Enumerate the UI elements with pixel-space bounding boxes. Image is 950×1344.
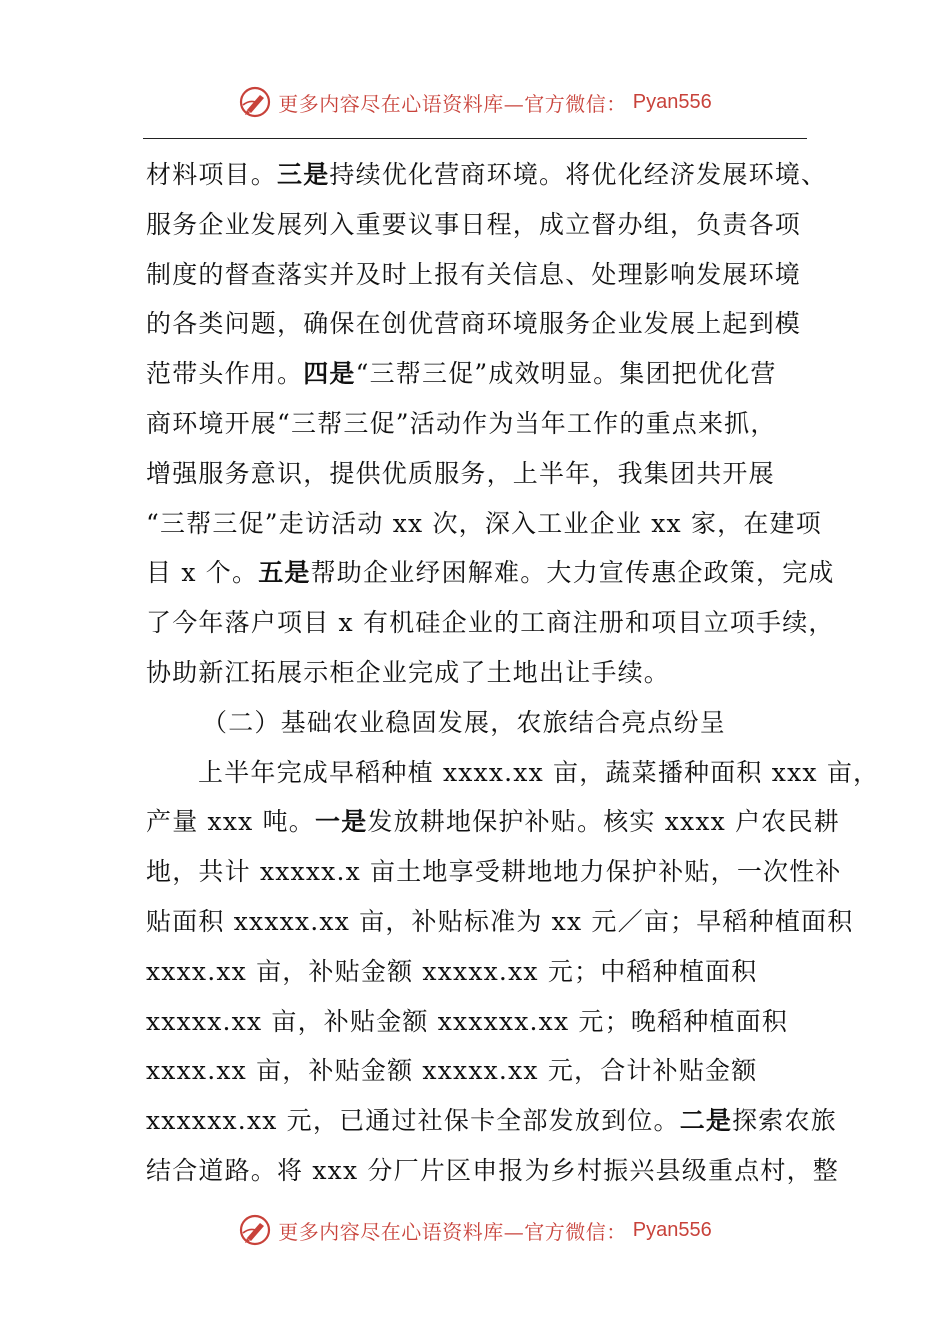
text-run: 产量 xxx 吨。 xyxy=(146,807,315,837)
footer-watermark xyxy=(0,1210,950,1250)
text-run: 持续优化营商环境。将优化经济发展环境、 xyxy=(329,160,828,189)
text-line xyxy=(146,499,822,549)
text-run: 结合道路。将 xxx 分厂片区申报为乡村振兴县级重点村，整 xyxy=(146,1155,839,1185)
section-heading xyxy=(146,698,814,748)
bold-lead: 五是 xyxy=(258,558,311,588)
text-run: 帮助企业纾困解难。大力宣传惠企政策，完成 xyxy=(310,558,835,588)
header-watermark xyxy=(0,82,950,122)
bold-lead: 三是 xyxy=(277,160,330,189)
text-run: “三帮三促”走访活动 xx 次，深入工业企业 xx 家，在建项 xyxy=(146,508,822,538)
watermark-wechat-id: Pyan556 xyxy=(632,90,712,113)
text-line xyxy=(146,349,814,399)
bold-lead: 四是 xyxy=(303,359,356,389)
text-line xyxy=(146,548,835,598)
text-run: 增强服务意识，提供优质服务，上半年，我集团共开展 xyxy=(146,458,775,488)
text-line xyxy=(146,797,840,847)
watermark-text: 更多内容尽在心语资料库—官方微信： xyxy=(278,1219,627,1244)
text-run: 的各类问题，确保在创优营商环境服务企业发展上起到模 xyxy=(146,309,802,339)
text-run: xxxx.xx 亩，补贴金额 xxxxx.xx 元；中稻种植面积 xyxy=(146,956,758,986)
text-line xyxy=(146,399,814,449)
text-line xyxy=(146,847,842,897)
text-line xyxy=(146,748,880,798)
text-line xyxy=(146,1096,837,1146)
text-run: 上半年完成早稻种植 xxxx.xx 亩，蔬菜播种面积 xxx 亩， xyxy=(198,757,880,787)
text-run: （二）基础农业稳固发展，农旅结合亮点纷呈 xyxy=(202,707,727,737)
text-line xyxy=(146,449,814,499)
text-line xyxy=(146,1146,839,1196)
text-run: 协助新江拓展示柜企业完成了土地出让手续。 xyxy=(146,657,671,687)
text-run: 目 x 个。 xyxy=(146,558,259,588)
text-run: 服务企业发展列入重要议事日程，成立督办组，负责各项 xyxy=(146,209,802,239)
text-run: 材料项目。 xyxy=(146,160,278,189)
pen-logo-icon xyxy=(238,1213,272,1247)
text-run: 发放耕地保护补贴。核实 xxxx 户农民耕 xyxy=(367,807,840,837)
text-run: “三帮三促”成效明显。集团把优化营 xyxy=(355,359,777,389)
document-body xyxy=(146,150,880,1196)
text-run: 地，共计 xxxxx.x 亩土地享受耕地地力保护补贴，一次性补 xyxy=(146,857,842,887)
text-run: 商环境开展“三帮三促”活动作为当年工作的重点来抓， xyxy=(146,408,777,438)
bold-lead: 二是 xyxy=(679,1106,733,1136)
bold-lead: 一是 xyxy=(315,807,368,837)
text-line xyxy=(146,997,814,1047)
watermark-text: 更多内容尽在心语资料库—官方微信： xyxy=(278,91,627,116)
text-line xyxy=(146,1046,814,1096)
text-line xyxy=(146,648,814,698)
text-run: xxxxx.xx 亩，补贴金额 xxxxxx.xx 元；晚稻种植面积 xyxy=(146,1006,789,1036)
text-line xyxy=(146,947,814,997)
text-run: 贴面积 xxxxx.xx 亩，补贴标准为 xx 元／亩；早稻种植面积 xyxy=(146,906,854,936)
text-run: 范带头作用。 xyxy=(146,359,304,389)
text-line xyxy=(146,897,854,947)
text-run: 制度的督查落实并及时上报有关信息、处理影响发展环境 xyxy=(146,259,802,289)
text-line xyxy=(146,200,814,250)
text-run: 了今年落户项目 x 有机硅企业的工商注册和项目立项手续， xyxy=(146,608,835,638)
text-run: xxxxxx.xx 元，已通过社保卡全部发放到位。 xyxy=(146,1106,680,1136)
header-divider xyxy=(143,138,807,139)
text-line xyxy=(146,299,814,349)
watermark-wechat-id: Pyan556 xyxy=(632,1218,712,1241)
pen-logo-icon xyxy=(238,85,272,119)
text-run: xxxx.xx 亩，补贴金额 xxxxx.xx 元，合计补贴金额 xyxy=(146,1056,758,1086)
text-line xyxy=(146,150,828,200)
text-line xyxy=(146,250,814,300)
text-run: 探索农旅 xyxy=(732,1106,837,1136)
text-line xyxy=(146,598,835,648)
